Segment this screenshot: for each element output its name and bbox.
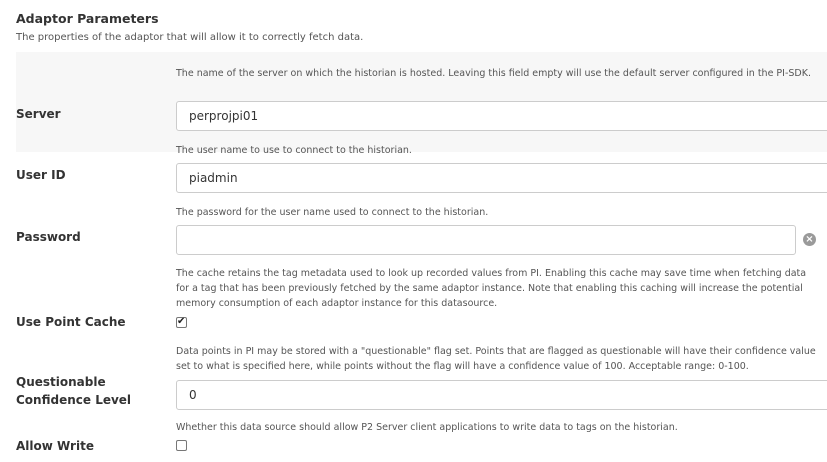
server-input[interactable] bbox=[176, 101, 827, 131]
use-point-cache-checkbox[interactable] bbox=[176, 317, 187, 328]
user-id-label: User ID bbox=[16, 168, 66, 182]
checkmark-icon: ✔ bbox=[177, 316, 186, 327]
questionable-confidence-row bbox=[16, 344, 827, 414]
password-input[interactable] bbox=[176, 225, 796, 255]
user-id-input[interactable] bbox=[176, 163, 827, 193]
server-help: The name of the server on which the historian is hosted. Leaving this field empty will use the default server configured in the PI-SDK. bbox=[176, 68, 811, 79]
allow-write-label: Allow Write bbox=[16, 439, 94, 453]
questionable-confidence-input[interactable] bbox=[176, 380, 827, 410]
server-row bbox=[16, 52, 827, 152]
allow-write-checkbox[interactable] bbox=[176, 440, 187, 451]
questionable-confidence-help: Data points in PI may be stored with a "questionable" flag set. Points that are flagged as questionable will have their confidence value set to what is specified here, while points without the flag will have a confidence value of 100. Acceptable range: 0-100. bbox=[176, 346, 816, 372]
questionable-confidence-label-line2: Confidence Level bbox=[16, 393, 132, 407]
use-point-cache-help: The cache retains the tag metadata used to look up recorded values from PI. Enabling this cache may save time when fetching data for a tag that has been previously fetched by the same adaptor instance. Note that enabling this caching will increase the potential memory consumption of each adaptor instance for this datasource. bbox=[176, 268, 807, 309]
allow-write-help: Whether this data source should allow P2 Server client applications to write data to tags on the historian. bbox=[176, 422, 678, 433]
use-point-cache-label: Use Point Cache bbox=[16, 315, 126, 329]
section-title: Adaptor Parameters bbox=[16, 11, 159, 26]
section-subtitle: The properties of the adaptor that will allow it to correctly fetch data. bbox=[16, 32, 364, 43]
server-label: Server bbox=[16, 107, 61, 121]
password-help: The password for the user name used to connect to the historian. bbox=[176, 207, 489, 218]
questionable-confidence-label-line1: Questionable bbox=[16, 375, 106, 389]
allow-write-row bbox=[16, 414, 827, 462]
password-row bbox=[16, 207, 827, 264]
user-id-help: The user name to use to connect to the historian. bbox=[176, 145, 412, 156]
use-point-cache-row bbox=[16, 264, 827, 344]
clear-circle-icon[interactable]: × bbox=[803, 233, 816, 246]
password-label: Password bbox=[16, 230, 81, 244]
